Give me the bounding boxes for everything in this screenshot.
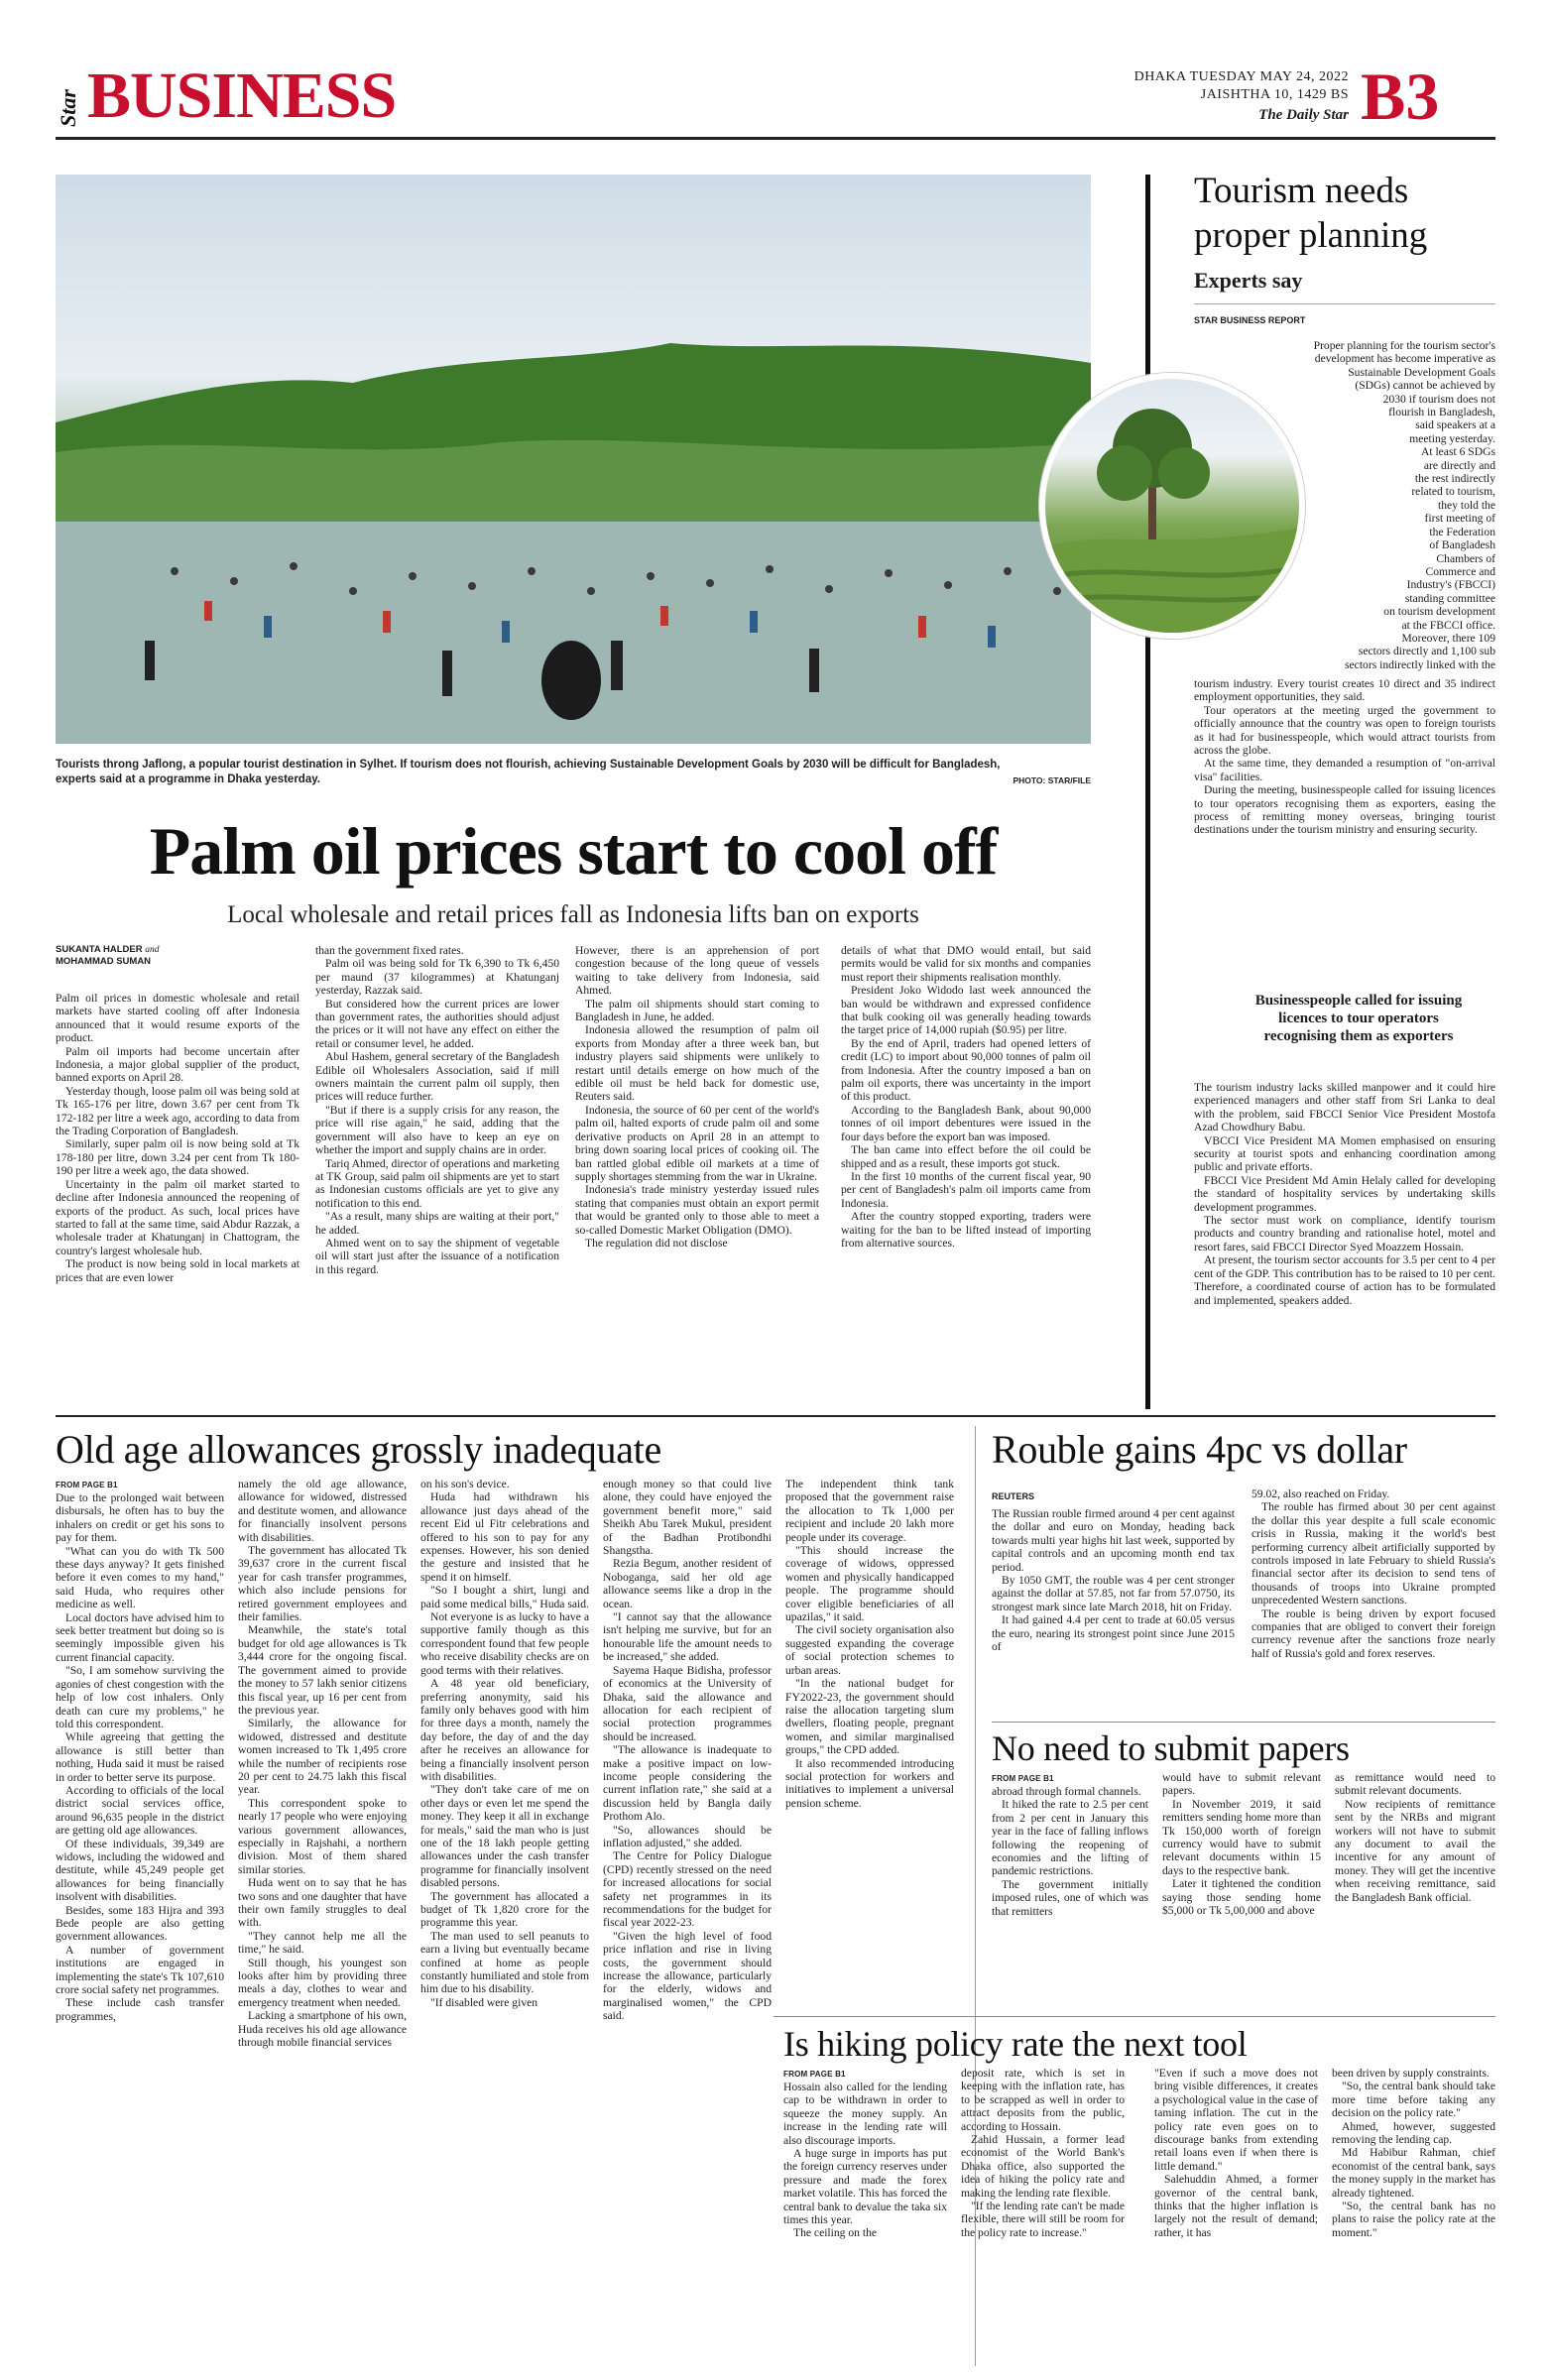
paragraph: "So, allowances should be inflation adjusted," she added. xyxy=(603,1823,772,1849)
paragraph: Of these individuals, 39,349 are widows, including the widowed and destitute, while 45,249 people get allowances for being financially insolvent with disabilities. xyxy=(56,1837,224,1904)
shaped-line: said speakers at a xyxy=(1415,418,1495,432)
paragraph: "They cannot help me all the time," he said. xyxy=(238,1929,407,1957)
paragraph: The ceiling on the xyxy=(793,2226,878,2240)
paragraph: Palm oil imports had become uncertain after Indonesia, a major global supplier of the product, banned exports on April 28. xyxy=(56,1044,299,1085)
papers-from: FROM PAGE B1 xyxy=(992,1774,1054,1783)
paragraph: "So I bought a shirt, lungi and paid some medical bills," Huda said. xyxy=(420,1584,589,1610)
shaped-line: development has become imperative as xyxy=(1314,352,1495,366)
paragraph: It had gained 4.4 per cent to trade at 60.05 versus the euro, nearing its strongest point since June 2015 of xyxy=(992,1613,1235,1654)
page-number: B3 xyxy=(1361,59,1440,134)
paragraph: Uncertainty in the palm oil market started to decline after Indonesia announced the reopening of exports of the product. As such, local prices have started to fall at the same time, said Abdur Razzak, a wholesale trader at Khatunganj in Chattogram, the country's largest wholesale hub. xyxy=(56,1177,299,1257)
paragraph: The rouble has firmed about 30 per cent against the dollar this year despite a full scale economic crisis in Russia, making it the world's best performing currency albeit artificially supported by controls imposed in late February to shield Russia's financial sector after its decision to send tens of thousands of troops into Ukraine prompted unprecedented Western sanctions. xyxy=(1252,1500,1495,1607)
paragraph: Hossain also called for the lending cap to be withdrawn in order to squeeze the money supply. An increase in the lending rate will also discourage imports. xyxy=(783,2081,947,2147)
paragraph: Md Habibur Rahman, chief economist of the central bank, says the money supply in the market has already tightened. xyxy=(1332,2146,1495,2200)
paragraph: The product is now being sold in local markets at prices that are even lower xyxy=(56,1257,299,1284)
paragraph: Zahid Hussain, a former lead economist of the World Bank's Dhaka office, also supported the idea of hiking the policy rate and making the lending rate flexible. xyxy=(961,2133,1125,2200)
paragraph: Palm oil was being sold for Tk 6,390 to Tk 6,450 per maund (37 kilogrammes) at Khatunganj yesterday, Razzak said. xyxy=(315,957,559,998)
paragraph: Later it tightened the condition saying those sending home $5,000 or Tk 5,00,000 and above xyxy=(1162,1877,1321,1918)
masthead xyxy=(0,0,1550,149)
tourism-headline: Tourism needs proper planning xyxy=(1194,171,1428,256)
paragraph: Abul Hashem, general secretary of the Bangladesh Edible oil Wholesalers Association, said if mill owners maintain the current palm oil supply, then prices will reduce further. xyxy=(315,1050,559,1104)
oldage-headline: Old age allowances grossly inadequate xyxy=(56,1427,661,1472)
papers-col-2 xyxy=(1162,1771,1321,1917)
paragraph: as remittance would need to submit relevant documents. xyxy=(1335,1771,1495,1798)
tourism-rule xyxy=(1194,303,1495,304)
paragraph: These include cash transfer programmes, xyxy=(56,1996,224,2023)
paragraph: The Centre for Policy Dialogue (CPD) recently stressed on the need for increased allocations for social safety net programmes in its recommendations for the budget for fiscal year 2022-23. xyxy=(603,1849,772,1930)
shaped-line: the Federation xyxy=(1429,525,1495,538)
paragraph: "But if there is a supply crisis for any reason, the price will rise again," he said, adding that the government will also have to keep an eye on whether the import and supply chains are in order. xyxy=(315,1103,559,1157)
paragraph: than the government fixed rates. xyxy=(315,944,464,957)
tourism-kicker: Experts say xyxy=(1194,268,1303,293)
tourism-body-2 xyxy=(1194,1081,1495,1307)
paragraph: enough money so that could live alone, they could have enjoyed the government benefit more," said Sheikh Abu Tarek Mukul, president of the Badhan Protibondhi Shangstha. xyxy=(603,1478,772,1558)
paragraph: The man used to sell peanuts to earn a living but eventually became confined at home as people constantly humiliated and stole from him due to his disability. xyxy=(420,1929,590,1996)
shaped-line: Moreover, there 109 xyxy=(1401,631,1495,645)
paragraph: The Russian rouble firmed around 4 per cent against the dollar and euro on Monday, heading back towards multi year highs hit last week, supported by capital controls and an upcoming month end tax period. xyxy=(992,1507,1235,1574)
paragraph: tourism industry. Every tourist creates 10 direct and 35 indirect employment opportunities, they said. xyxy=(1194,677,1495,704)
shaped-line: on tourism development xyxy=(1383,605,1495,619)
paragraph: The government has allocated Tk 39,637 crore in the current fiscal year for cash transfer programmes, which also include pensions for retired government employees and their families. xyxy=(238,1544,407,1624)
shaped-line: at the FBCCI office. xyxy=(1401,618,1495,632)
oldage-from: FROM PAGE B1 xyxy=(56,1481,118,1489)
papers-col-3 xyxy=(1335,1771,1495,1904)
paragraph: Lacking a smartphone of his own, Huda receives his old age allowance through mobile financial services xyxy=(238,2009,407,2050)
paragraph: The ban came into effect before the oil could be shipped and as a result, these imports got stuck. xyxy=(841,1143,1091,1170)
policy-col-1 xyxy=(783,2081,947,2240)
paragraph: Still though, his youngest son looks after him by providing three meals a day, clothes to wear and emergency treatment when needed. xyxy=(238,1956,407,2009)
policy-col-4 xyxy=(1332,2067,1495,2239)
policy-headline: Is hiking policy rate the next tool xyxy=(783,2024,1248,2064)
section-title: BUSINESS xyxy=(87,60,397,132)
bangla-date: JAISHTHA 10, 1429 BS xyxy=(1200,87,1349,102)
lead-subheadline: Local wholesale and retail prices fall as Indonesia lifts ban on exports xyxy=(227,901,919,928)
paragraph: been driven by supply constraints. xyxy=(1332,2067,1490,2080)
paragraph: 59.02, also reached on Friday. xyxy=(1252,1488,1390,1500)
paragraph: Besides, some 183 Hijra and 393 Bede people are also getting government allowances. xyxy=(56,1903,224,1944)
policy-from: FROM PAGE B1 xyxy=(783,2070,846,2079)
paragraph: on his son's device. xyxy=(420,1478,510,1490)
shaped-line: related to tourism, xyxy=(1411,485,1495,499)
shaped-line: first meeting of xyxy=(1424,512,1495,526)
paragraph: The government has allocated a budget of Tk 1,820 crore for the programme this year. xyxy=(420,1889,589,1930)
paragraph: During the meeting, businesspeople called for issuing licences to tour operators recognising them as exporters, easing the process of remitting money overseas, bringing tourist destinations under the tourism ministry and ensuring security. xyxy=(1194,783,1495,837)
shaped-line: they told the xyxy=(1438,498,1495,512)
paragraph: "The allowance is inadequate to make a positive impact on low-income people considering the current inflation rate," she said at a discussion held by Bangla daily Prothom Alo. xyxy=(603,1743,772,1824)
papers-col-1 xyxy=(992,1785,1148,1918)
paragraph: Indonesia's trade ministry yesterday issued rules stating that companies must obtain an export permit that would be granted only to those able to meet a so-called Domestic Market Obligation (DMO). xyxy=(575,1183,819,1237)
paragraph: namely the old age allowance, allowance for widowed, distressed and destitute women, and allowance for financially insolvent persons with disabilities. xyxy=(238,1478,407,1544)
paragraph: "As a result, many ships are waiting at their port," he added. xyxy=(315,1210,559,1237)
paragraph: Tour operators at the meeting urged the government to officially announce that the country was open to foreign tourists as it had for businesspeople, which would attract tourists from across the globe. xyxy=(1194,703,1495,758)
paragraph: At present, the tourism sector accounts for 3.5 per cent to 4 per cent of the GDP. This contribution has to be raised to 10 per cent. Therefore, a coordinated course of action has to be formulated and implemented, speakers added. xyxy=(1194,1253,1495,1307)
shaped-line: Commerce and xyxy=(1425,564,1495,578)
lead-col-1 xyxy=(56,992,299,1284)
oldage-col-3 xyxy=(420,1478,589,2009)
paragraph: A number of government institutions are engaged in implementing the state's Tk 107,610 crore social safety net programmes. xyxy=(56,1943,224,1997)
paragraph: Similarly, super palm oil is now being sold at Tk 178-180 per litre, down 3.24 per cent from Tk 180-190 per litre a week ago, the data showed. xyxy=(56,1137,299,1178)
paragraph: A huge surge in imports has put the foreign currency reserves under pressure and made the forex market volatile. This has forced the central bank to devalue the taka six times this year. xyxy=(783,2147,947,2227)
paragraph: "What can you do with Tk 500 these days anyway? It gets finished before it even comes to my hand," said Huda, who requires other medicine as well. xyxy=(56,1544,224,1611)
rouble-byline: REUTERS xyxy=(992,1491,1035,1501)
paragraph: "I cannot say that the allowance isn't helping me survive, but for an honourable life the amount needs to be increased," she added. xyxy=(603,1610,772,1664)
sidebar-top-rule xyxy=(1145,175,1150,1409)
paragraph: Indonesia allowed the resumption of palm oil exports from Monday after a three week ban, but industry players said shipments were unlikely to restart until details emerge on how much of the edible oil must be held back for domestic use, Reuters said. xyxy=(575,1023,819,1104)
paragraph: Palm oil prices in domestic wholesale and retail markets have started cooling off after Indonesia announced that it would resume exports of the product. xyxy=(56,992,299,1045)
tourism-body xyxy=(1194,677,1495,837)
shaped-line: the rest indirectly xyxy=(1414,472,1495,486)
rouble-col-2 xyxy=(1252,1488,1495,1660)
paragraph: But considered how the current prices are lower than government rates, the authorities should adjust the prices or it will not have any effect on either the retail or consumer level, he added. xyxy=(315,997,559,1050)
rouble-rule xyxy=(992,1722,1495,1723)
papers-rule xyxy=(774,2016,1495,2017)
paragraph: President Joko Widodo last week announced the ban would be withdrawn and expressed confidence that bulk cooking oil was generally heading towards the target price of 14,000 rupiah ($0.95) per litre. xyxy=(841,984,1091,1037)
lead-col-3 xyxy=(575,944,819,1250)
paragraph: FBCCI Vice President Md Amin Helaly called for developing the standard of hospitality services by undertaking skills development programmes. xyxy=(1194,1173,1495,1214)
paragraph: abroad through formal channels. xyxy=(992,1785,1141,1798)
paragraph: Now recipients of remittance sent by the NRBs and migrant workers will not have to submit any document to avail the incentive for any amount of money. They will get the incentive when receiving remittance, said the Bangladesh Bank official. xyxy=(1335,1797,1495,1904)
paragraph: "In the national budget for FY2022-23, the government should raise the allocation targeting slum dwellers, floating people, pregnant women, and similar marginalised groups," the CPD added. xyxy=(785,1677,954,1757)
shaped-line: Chambers of xyxy=(1436,551,1495,565)
paragraph: Ahmed, however, suggested removing the lending cap. xyxy=(1332,2119,1495,2147)
paragraph: "Given the high level of food price inflation and rise in living costs, the government should increase the allowance, particularly for the elderly, widows and marginalised women," the CPD said. xyxy=(603,1929,772,2023)
paragraph: VBCCI Vice President MA Momen emphasised on ensuring security at tourist spots and enhancing coordination among public and private efforts. xyxy=(1194,1133,1495,1174)
paragraph: "They don't take care of me on other days or even let me spend the money. They keep it all in exchange for meals," said the man who is just one of the 18 lakh people getting allowances under the cash transfer programme for financially insolvent disabled persons. xyxy=(420,1783,589,1890)
paragraph: It hiked the rate to 2.5 per cent from 2 per cent in January this year in the face of falling inflows following the reopening of economies and the lifting of pandemic restrictions. xyxy=(992,1798,1148,1878)
paragraph: In November 2019, it said remitters sending home more than Tk 150,000 worth of foreign currency would have to submit relevant documents within 15 days to the respective bank. xyxy=(1162,1797,1321,1877)
paragraph: Yesterday though, loose palm oil was being sold at Tk 165-176 per litre, down 3.67 per cent from Tk 172-182 per litre a week ago, according to data from the Trading Corporation of Bangladesh. xyxy=(56,1084,299,1138)
shaped-line: Industry's (FBCCI) xyxy=(1406,578,1495,592)
shaped-line: are directly and xyxy=(1423,458,1495,472)
paragraph: After the country stopped exporting, traders were waiting for the ban to be lifted instead of importing from alternative sources. xyxy=(841,1210,1091,1250)
lead-col-4 xyxy=(841,944,1091,1250)
paragraph: The independent think tank proposed that the government raise the allocation to Tk 1,000 per recipient and include 20 lakh more people under its coverage. xyxy=(785,1478,954,1544)
shaped-line: Proper planning for the tourism sector's xyxy=(1313,339,1495,352)
lead-byline: SUKANTA HALDER and MOHAMMAD SUMAN xyxy=(56,944,160,967)
star-logo: Star xyxy=(56,89,80,127)
paragraph: The government initially imposed rules, one of which was that remitters xyxy=(992,1877,1148,1918)
paragraph: "If the lending rate can't be made flexible, there will still be room for the policy rate to increase." xyxy=(961,2200,1125,2239)
lead-col-2 xyxy=(315,944,559,1276)
shaped-line: sectors directly and 1,100 sub xyxy=(1358,645,1495,658)
rouble-col-1 xyxy=(992,1507,1235,1653)
shaped-line: standing committee xyxy=(1404,591,1495,605)
shaped-line: (SDGs) cannot be achieved by xyxy=(1355,379,1495,393)
paragraph: While agreeing that getting the allowance is still better than nothing, Huda said it must be raised in order to better serve its purpose. xyxy=(56,1730,224,1784)
tourism-byline: STAR BUSINESS REPORT xyxy=(1194,315,1306,325)
paragraph: A 48 year old beneficiary, preferring anonymity, said his family only behaves good with him for three days a month, namely the day before, the day of and the day after he receives an allowance for being a financially insolvent person with disabilities. xyxy=(420,1677,589,1783)
paragraph: Tariq Ahmed, director of operations and marketing at TK Group, said palm oil shipments are yet to start as Indonesian customs officials are yet to give any notification to this end. xyxy=(315,1156,559,1210)
paragraph: The regulation did not disclose xyxy=(585,1236,728,1250)
paper-logo: The Daily Star xyxy=(1258,107,1349,123)
paragraph: Not everyone is as lucky to have a supportive family though as this correspondent found that few people who receive disability checks are on good terms with their relatives. xyxy=(420,1610,589,1677)
policy-col-2 xyxy=(961,2067,1125,2239)
paragraph: The sector must work on compliance, identify tourism products and country branding and rationalise hotel, motel and resort fares, said FBCCI Director Syed Moazzem Hossain. xyxy=(1194,1214,1495,1253)
paragraph: According to officials of the local district social services office, around 96,635 people in the district are getting old age allowances. xyxy=(56,1783,224,1838)
date-line: DHAKA TUESDAY MAY 24, 2022 xyxy=(1133,69,1349,84)
paragraph: The civil society organisation also suggested expanding the coverage of social protection schemes to urban areas. xyxy=(785,1623,954,1677)
shaped-line: of Bangladesh xyxy=(1429,538,1495,552)
shaped-line: 2030 if tourism does not xyxy=(1382,392,1495,406)
oldage-col-4 xyxy=(603,1478,772,2023)
paragraph: Due to the prolonged wait between disbursals, he often has to buy the inhalers on credit or get his sons to pay for them. xyxy=(56,1491,224,1545)
paragraph: Local doctors have advised him to seek better treatment but doing so is seemingly impossible given his current financial capacity. xyxy=(56,1610,224,1664)
paragraph: This correspondent spoke to nearly 17 people who were enjoying various government allowances, especially in Rajshahi, a northern division. Most of them shared similar stories. xyxy=(238,1796,407,1876)
paragraph: It also recommended introducing social protection for workers and initiatives to implement a universal pension scheme. xyxy=(785,1756,954,1810)
paragraph: Meanwhile, the state's total budget for old age allowances is Tk 3,444 crore for the ongoing fiscal. The government aimed to provide the money to 57 lakh senior citizens this fiscal year, up 16 per cent from the previous year. xyxy=(238,1623,407,1717)
rouble-headline: Rouble gains 4pc vs dollar xyxy=(992,1427,1407,1472)
photo-credit: PHOTO: STAR/FILE xyxy=(1013,775,1091,785)
paragraph: "So, the central bank has no plans to raise the policy rate at the moment." xyxy=(1332,2200,1495,2239)
paragraph: The rouble is being driven by export focused companies that are obliged to convert their foreign currency revenue after the sanctions froze nearly half of Russia's gold and forex reserves. xyxy=(1252,1606,1495,1660)
tourism-pull-quote: Businesspeople called for issuing licences to tour operators recognising them as exporters xyxy=(1254,993,1463,1044)
papers-headline: No need to submit papers xyxy=(992,1728,1350,1768)
paragraph: In the first 10 months of the current fiscal year, 90 per cent of Bangladesh's palm oil imports came from Indonesia. xyxy=(841,1169,1091,1210)
paragraph: According to the Bangladesh Bank, about 90,000 tonnes of oil import debentures were issued in the four days before the export ban was imposed. xyxy=(841,1103,1091,1143)
middle-rule xyxy=(56,1415,1495,1417)
paragraph: However, there is an apprehension of port congestion because of the long queue of vessels waiting to take delivery from Indonesia, said Ahmed. xyxy=(575,944,819,998)
paragraph: would have to submit relevant papers. xyxy=(1162,1771,1321,1798)
paragraph: Similarly, the allowance for widowed, distressed and destitute women increased to Tk 1,495 crore while the number of recipients rose 20 per cent to 24.75 lakh this fiscal year. xyxy=(238,1717,407,1797)
shaped-line: sectors indirectly linked with the xyxy=(1345,657,1495,671)
paragraph: "So, the central bank should take more time before taking any decision on the policy rate." xyxy=(1332,2080,1495,2120)
oldage-col-1 xyxy=(56,1491,224,2023)
masthead-rule xyxy=(56,137,1495,140)
paragraph: Indonesia, the source of 60 per cent of the world's palm oil, halted exports of crude palm oil and some derivative products on April 28 in an attempt to bring down soaring local prices of cooking oil. The ban rattled global edible oil markets at a time of supply shortages stemming from the war in Ukraine. xyxy=(575,1103,819,1183)
paragraph: "This should increase the coverage of widows, oppressed women and physically handicapped people. The programme should cover eligible beneficiaries of all upazilas," it said. xyxy=(785,1544,954,1624)
paragraph: details of what that DMO would entail, but said permits would be valid for six months and companies must report their shipments realisation monthly. xyxy=(841,944,1091,984)
lead-photo xyxy=(56,175,1091,744)
paragraph: Huda went on to say that he has two sons and one daughter that have their own family struggles to deal with. xyxy=(238,1876,407,1930)
shaped-line: Sustainable Development Goals xyxy=(1348,365,1495,379)
oldage-col-5 xyxy=(785,1478,954,1810)
paragraph: By 1050 GMT, the rouble was 4 per cent stronger against the dollar at 57.85, not far from 57.0750, its strongest mark since late March 2018, hit on Friday. xyxy=(992,1574,1235,1613)
lead-headline: Palm oil prices start to cool off xyxy=(149,813,998,889)
paragraph: "If disabled were given xyxy=(430,1995,538,2009)
tourism-shaped-text xyxy=(1194,339,1495,671)
shaped-line: meeting yesterday. xyxy=(1409,431,1495,445)
paragraph: "So, I am somehow surviving the agonies of chest congestion with the help of low cost inhalers. Only death can cure my problems," he told this correspondent. xyxy=(56,1664,224,1730)
paragraph: deposit rate, which is set in keeping with the inflation rate, has to be scrapped as well in order to attract deposits from the public, according to Hossain. xyxy=(961,2067,1125,2133)
paragraph: The tourism industry lacks skilled manpower and it could hire experienced managers and other staff from Sri Lanka to deal with the problem, said FBCCI Senior Vice President Mostofa Azad Chowdhury Babu. xyxy=(1194,1081,1495,1134)
paragraph: "Even if such a move does not bring visible differences, it creates a psychological value in the case of taming inflation. The cut in the policy rate even goes on to discourage banks from extending retail loans even if when there is little demand." xyxy=(1154,2067,1318,2173)
photo-caption: Tourists throng Jaflong, a popular tourist destination in Sylhet. If tourism does not flourish, achieving Sustainable Development Goals by 2030 will be difficult for Bangladesh, experts said at a programme in Dhaka yesterday. xyxy=(56,759,1001,785)
paragraph: Rezia Begum, another resident of Nobogangа, said her old age allowance seems like a drop in the ocean. xyxy=(603,1557,772,1610)
paragraph: Ahmed went on to say the shipment of vegetable oil will start just after the issuance of a notification in this regard. xyxy=(315,1236,559,1276)
shaped-line: At least 6 SDGs xyxy=(1420,445,1495,459)
policy-col-3 xyxy=(1154,2067,1318,2239)
paragraph: Huda had withdrawn his allowance just days ahead of the recent Eid ul Fitr celebrations and offered to his son to pay for any expenses. However, his son denied the gesture and insisted that he spend it on himself. xyxy=(420,1490,589,1584)
crowd-river-illustration xyxy=(56,175,1091,744)
paragraph: By the end of April, traders had opened letters of credit (LC) to import about 90,000 tonnes of palm oil from Indonesia. After the country imposed a ban on palm oil exports, there was uncertainty in the import of this product. xyxy=(841,1036,1091,1104)
paragraph: The palm oil shipments should start coming to Bangladesh in June, he added. xyxy=(575,997,819,1024)
paragraph: Sayema Haque Bidisha, professor of economics at the University of Dhaka, said the allowance and allocation for each recipient of social protection programmes should be increased. xyxy=(603,1663,772,1743)
oldage-col-2 xyxy=(238,1478,407,2049)
shaped-line: flourish in Bangladesh, xyxy=(1388,406,1495,419)
paragraph: At the same time, they demanded a resumption of "on-arrival visa" facilities. xyxy=(1194,757,1495,783)
paragraph: Salehuddin Ahmed, a former governor of the central bank, thinks that the higher inflation is largely not the result of demand; rather, it has xyxy=(1154,2173,1318,2239)
